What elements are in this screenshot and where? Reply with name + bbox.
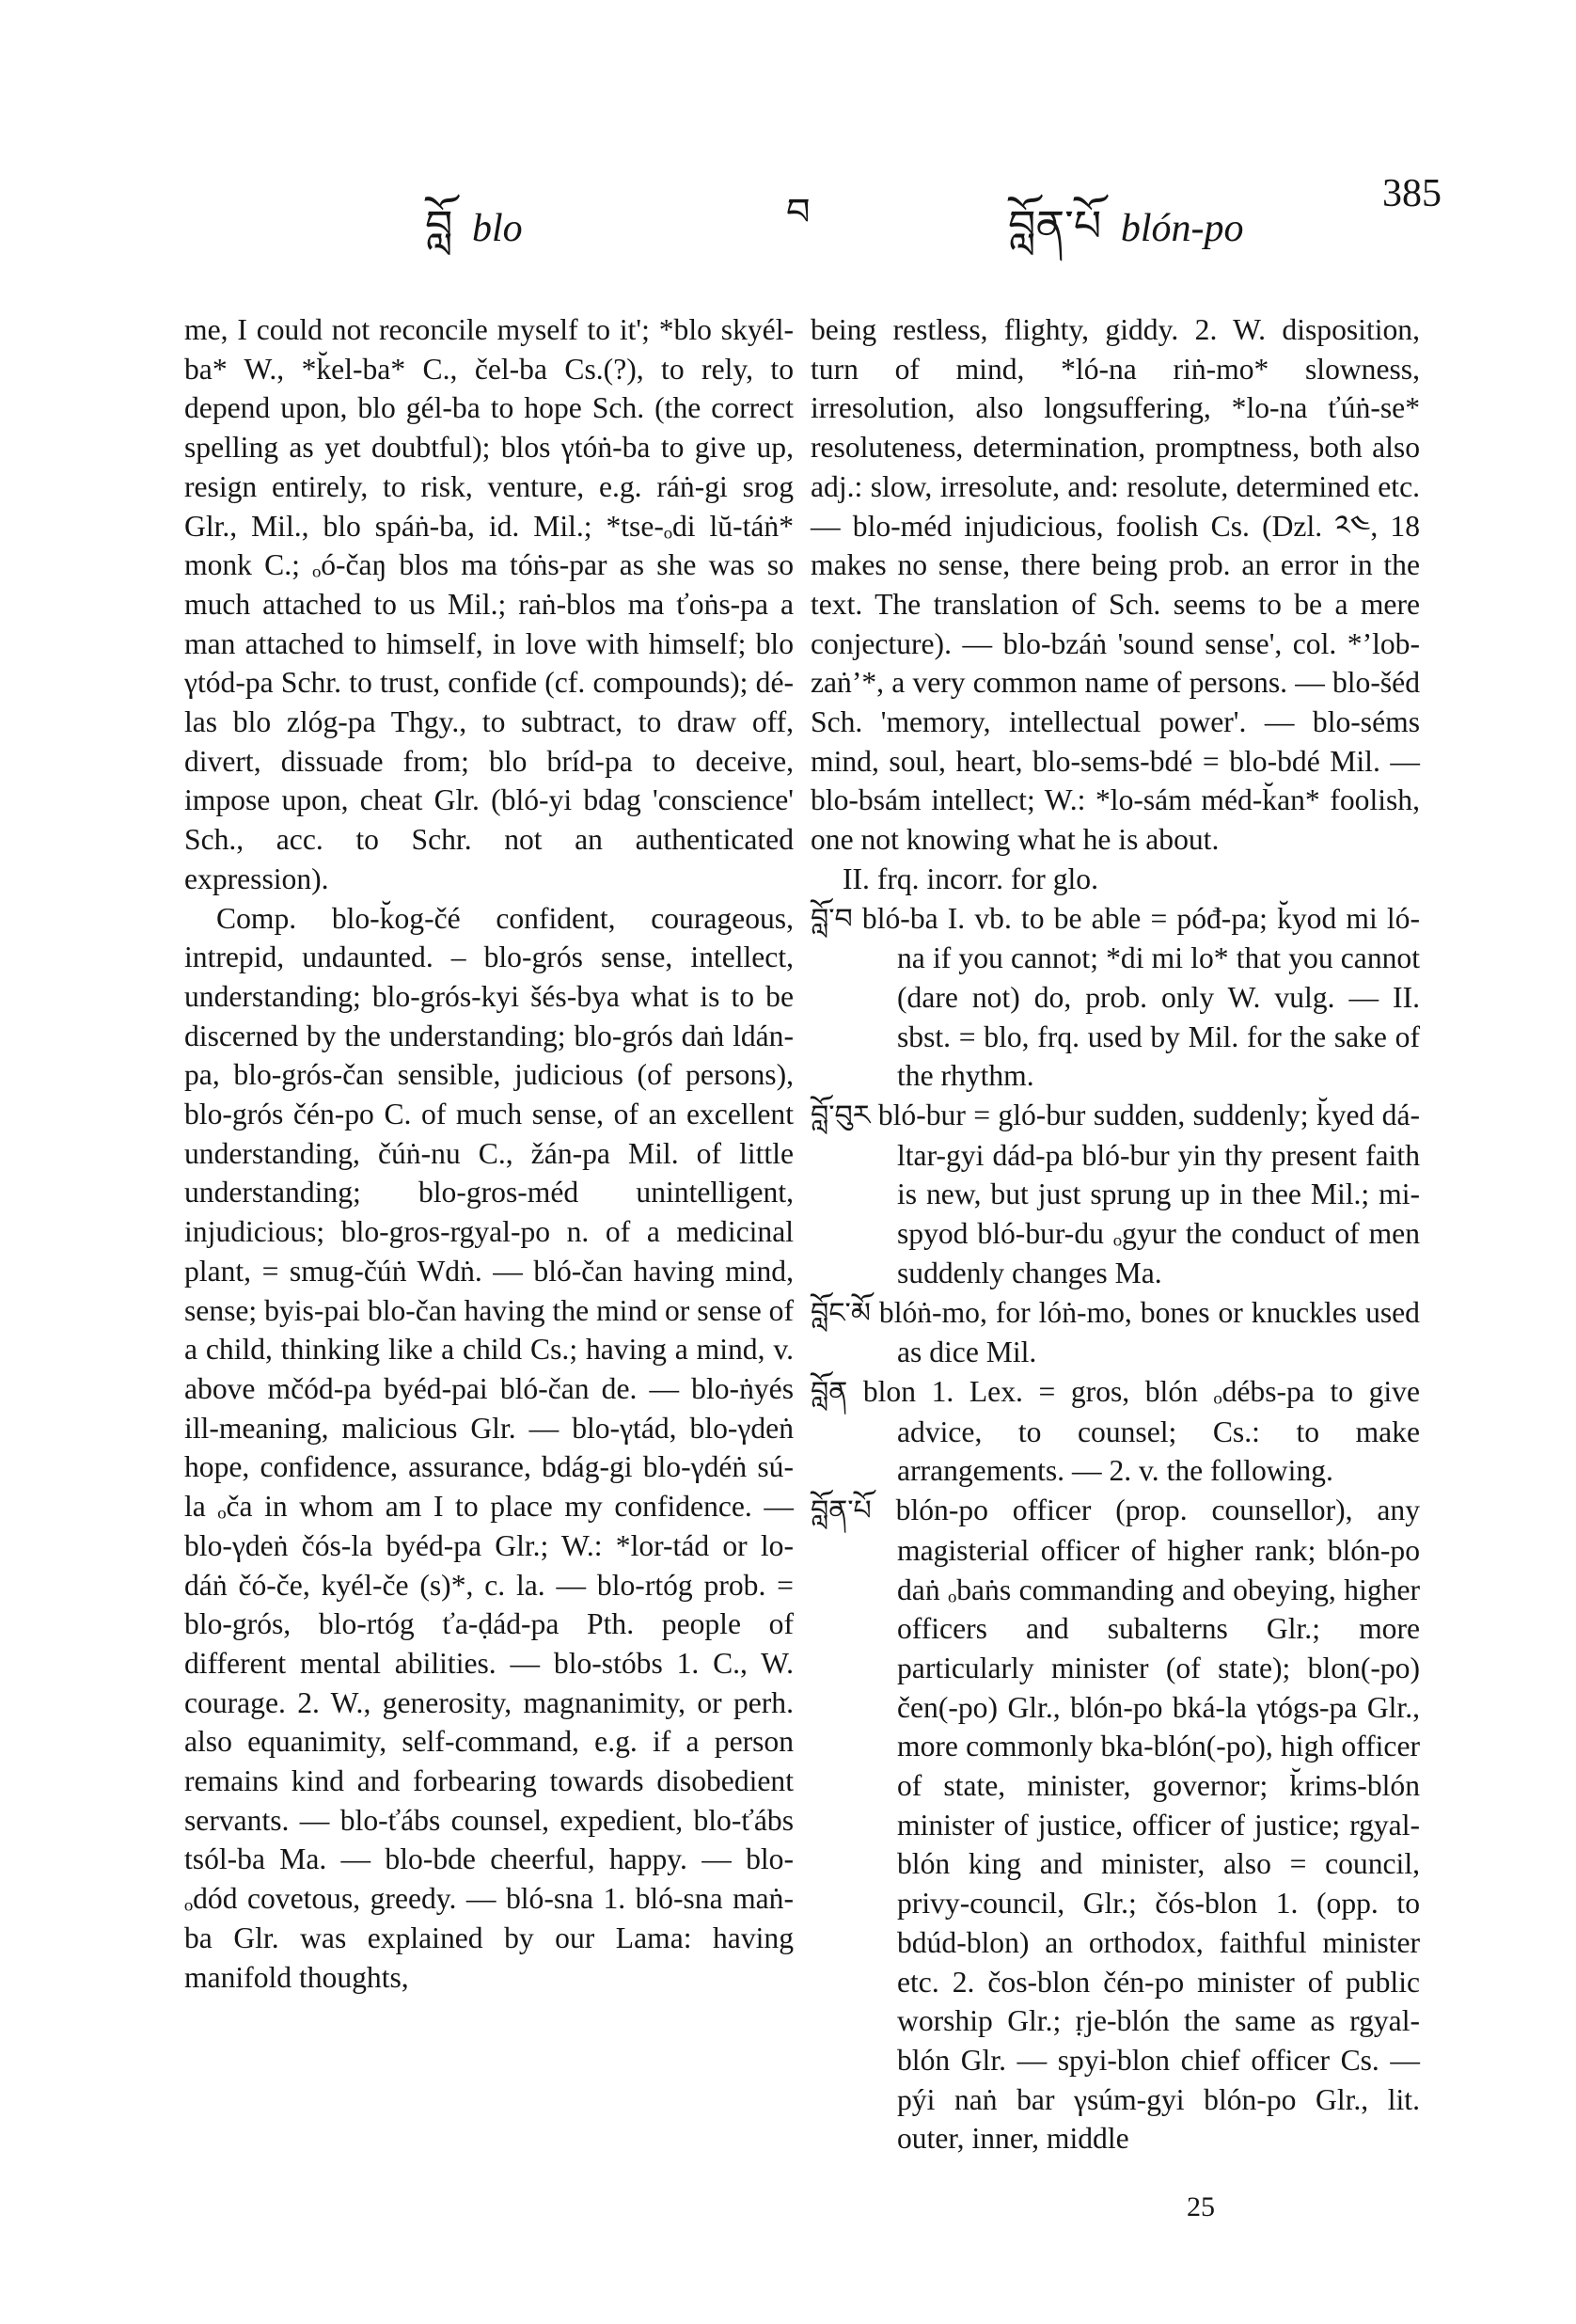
running-head-right <box>1008 179 1243 300</box>
left-paragraph-compounds: Comp. blo-k̆og-čé confident, courageous, intrepid, undaunted. – blo-grós sense, intellect, understanding; blo-grós-kyi šés-bya what is to be discerned by the understanding; blo-grós daṅ ldán-pa, blo-grós-čan sensible, judicious (of persons), blo-grós čén-po C. of much sense, of an excellent understanding, čúṅ-nu C., žán-pa Mil. of little understanding; blo-gros-méd unintelligent, injudicious; blo-gros-rgyal-po n. of a medicinal plant, = smug-čúṅ Wdṅ. — bló-čan having mind, sense; byis-pai blo-čan having the mind or sense of a child, thinking like a child Cs.; having a mind, v. above mčód-pa byéd-pai bló-čan de. — blo-ṅyés ill-meaning, malicious Glr. — blo-γtád, blo-γdeṅ hope, confidence, assurance, bdág-gi blo-γdéṅ sú-la ₒča in whom am I to place my confidence. — blo-γdeṅ čós-la byéd-pa Glr.; W.: *lor-tád or lo-dáṅ čó-če, kyél-če (s)*, c. la. — blo-rtóg prob. = blo-grós, blo-rtóg ťa-ḍád-pa Pth. people of different mental abilities. — blo-stóbs 1. C., W. courage. 2. W., generosity, magnanimity, or perh. also equanimity, self-command, e.g. if a person remains kind and forbearing towards disobedient servants. — blo-ťábs counsel, expedient, blo-ťábs tsól-ba Ma. — blo-bde cheerful, happy. — blo-ₒdód covetous, greedy. — bló-sna 1. bló-sna maṅ-ba Glr. was explained by our Lama: having manifold thoughts, <box>184 901 794 1994</box>
running-head-right-tibetan: བློན་པོ <box>1008 200 1102 251</box>
right-paragraph-1: being restless, flighty, giddy. 2. W. disposition, turn of mind, *ló-na riṅ-mo* slowness, irresolution, also longsuffering, *lo-na ťúṅ-se* resoluteness, determination, promptness, both also adj.: slow, irresolute, and: resolute, determined etc. — blo-méd injudicious, foolish Cs. (Dzl. ༢༤, 18 makes no sense, there being prob. an error in the text. The translation of Sch. seems to be a mere conjecture). — blo-bzáṅ 'sound sense', col. *ʼlob-zaṅʼ*, a very common name of persons. — blo-šéd Sch. 'memory, intellectual power'. — blo-séms mind, soul, heart, blo-sems-bdé = blo-bdé Mil. — blo-bsám intellect; W.: *lo-sám méd-k̆an* foolish, one not knowing what he is about. <box>811 313 1420 857</box>
running-head-left <box>425 179 523 300</box>
entry-blo-bur-text: bló-bur = gló-bur sudden, suddenly; k̆yed dá-ltar-gyi dád-pa bló-bur yin thy present faith is new, but just sprung up in thee Mil.; mi-spyod bló-bur-du ₒgyur the conduct of men suddenly changes Ma. <box>877 1099 1420 1289</box>
entry-blo-bur-headword: བློ་བུར <box>811 1099 871 1133</box>
entry-blon-po-text: blón-po officer (prop. counsellor), any magisterial officer of higher rank; blón-po daṅ ₒbaṅs commanding and obeying, higher officers and subalterns Glr.; more particularly minister (of state); blon(-po) čen(-po) Glr., blón-po bká-la γtógs-pa Glr., more commonly bka-blón(-po), high officer of state, minister, governor; k̆rims-blón minister of justice, officer of justice; rgyal-blón king and minister, also = council, privy-council, Glr.; čós-blon 1. (opp. to bdúd-blon) an orthodox, faithful minister etc. 2. čos-blon čén-po minister of public worship Glr.; ṛje-blón the same as rgyal-blón Glr. — spyi-blon chief officer Cs. — pýi naṅ bar γsúm-gyi blón-po Glr., lit. outer, inner, middle <box>895 1494 1420 2156</box>
entry-blo-ba <box>811 899 1420 1097</box>
entry-blo-bur <box>811 1096 1420 1293</box>
running-head-left-tibetan: བློ <box>425 200 453 251</box>
entry-blong-mo <box>811 1293 1420 1372</box>
page-number: 385 <box>1382 172 1442 215</box>
entry-blo-ba-text: bló-ba I. vb. to be able = póđ-pa; k̆yod mi ló-na if you cannot; *di mi lo* that you cannot (dare not) do, prob. only W. vulg. — II. sbst. = blo, frq. used by Mil. for the sake of the rhythm. <box>861 901 1420 1093</box>
entry-blon-po <box>811 1491 1420 2158</box>
entry-blong-mo-headword: བློང་མོ <box>811 1296 871 1330</box>
right-column <box>811 310 1420 2158</box>
running-head-center-letter: བ <box>786 191 811 234</box>
left-paragraph-1: me, I could not reconcile myself to it'; *blo skyél-ba* W., *k̆el-ba* C., čel-ba Cs.(?), to rely, to depend upon, blo gél-ba to hope Sch. (the correct spelling as yet doubtful); blos γtóṅ-ba to give up, resign entirely, to risk, venture, e.g. ráṅ-gi srog Glr., Mil., blo spáṅ-ba, id. Mil.; *tse-ₒdi lŭ-táṅ* monk C.; ₒó-čaŋ blos ma tóṅs-par as she was so much attached to us Mil.; raṅ-blos ma ťoṅs-pa a man attached to himself, in love with himself; blo γtód-pa Schr. to trust, confide (cf. compounds); dé-las blo zlóg-pa Thgy., to subtract, to draw off, divert, dissuade from; blo bríd-pa to deceive, impose upon, cheat Glr. (bló-yi bdag 'conscience' Sch., acc. to Schr. not an authenticated expression). <box>184 313 794 895</box>
entry-blo-ba-headword: བློ་བ <box>811 902 853 936</box>
running-head-left-term: blo <box>472 207 523 250</box>
entry-blon-po-headword: བློན་པོ <box>811 1494 872 1528</box>
entry-blon-text: blon 1. Lex. = gros, blón ₒdébs-pa to give advice, to counsel; Cs.: to make arrangements. — 2. v. the following. <box>862 1374 1421 1488</box>
entry-blong-mo-text: blóṅ-mo, for lóṅ-mo, bones or knuckles used as dice Mil. <box>878 1295 1420 1369</box>
left-column <box>184 310 794 1997</box>
entry-blon-headword: བློན <box>811 1375 848 1409</box>
entry-blon <box>811 1372 1420 1491</box>
signature-folio: 25 <box>1187 2191 1215 2222</box>
right-paragraph-2: II. frq. incorr. for glo. <box>843 862 1098 895</box>
running-head-right-term: blón-po <box>1120 207 1244 250</box>
